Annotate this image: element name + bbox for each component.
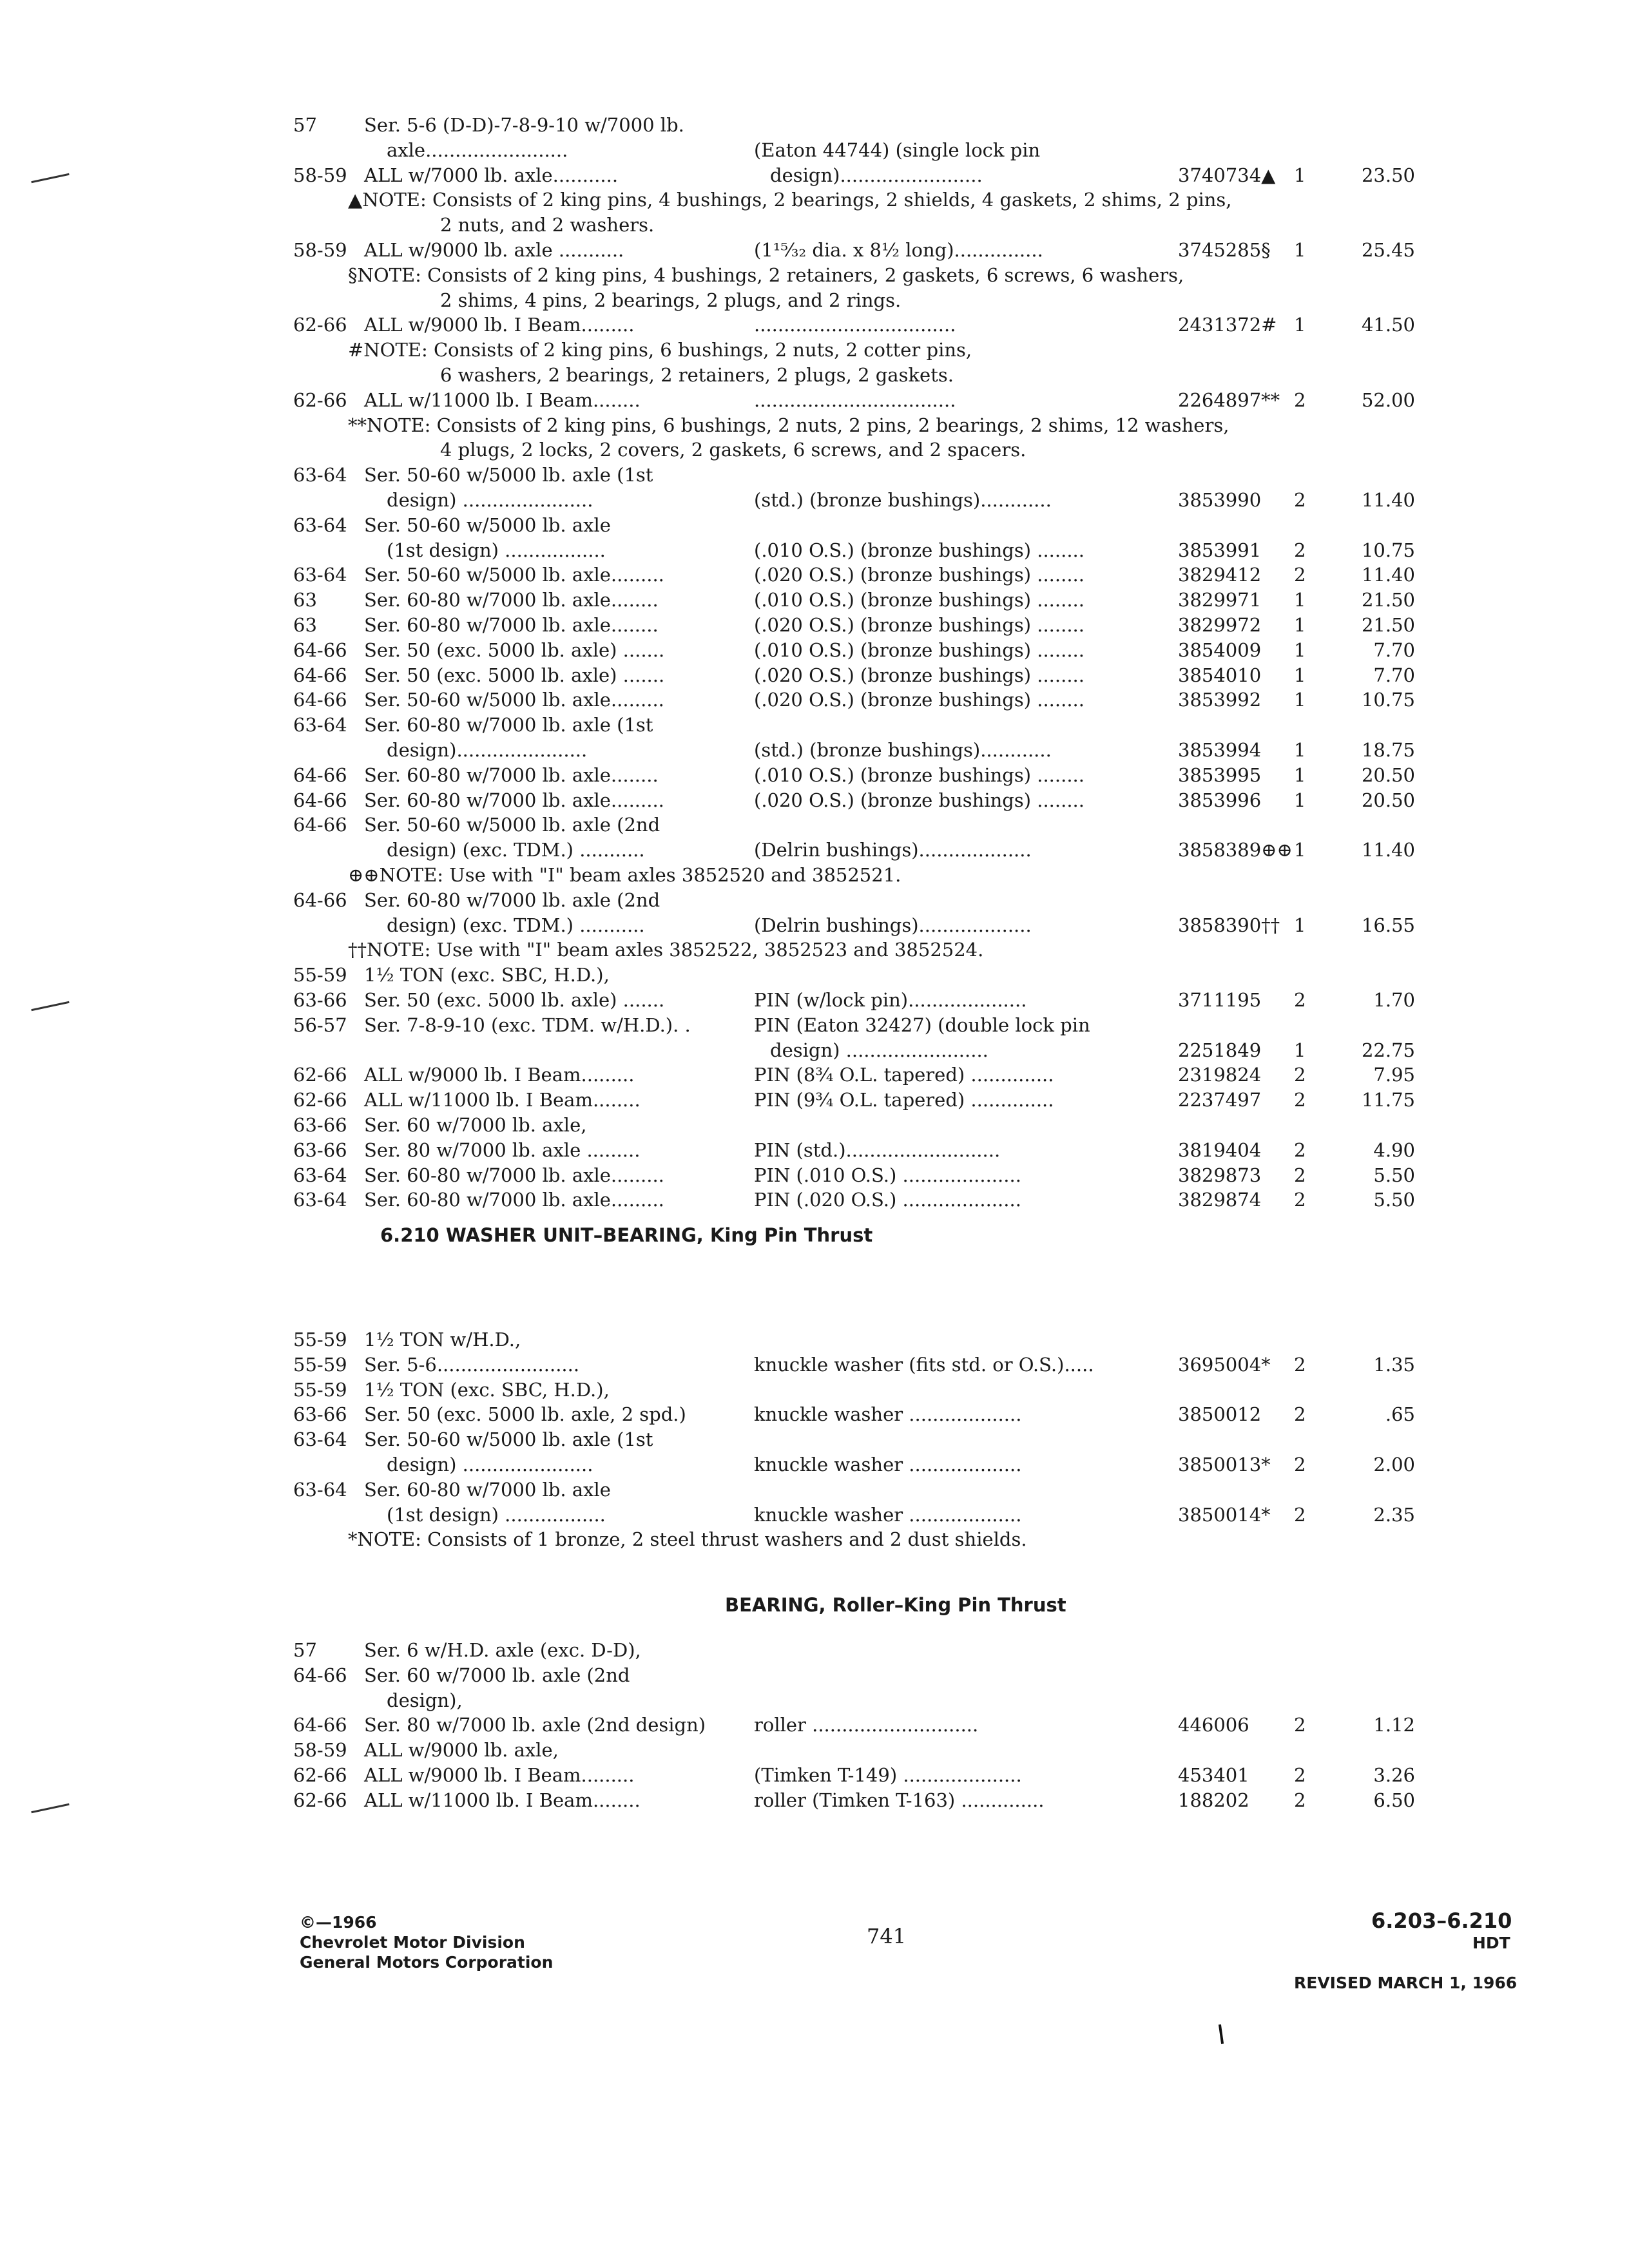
description: ..................................	[754, 314, 956, 336]
table-row	[0, 1352, 1629, 1377]
description: knuckle washer ...................	[754, 1403, 1022, 1426]
application: Ser. 60-80 w/7000 lb. axle (2nd	[364, 889, 660, 911]
table-row	[0, 388, 1629, 412]
description: (.010 O.S.) (bronze bushings) ........	[754, 539, 1084, 561]
note-text: 6 washers, 2 bearings, 2 retainers, 2 plugs, 2 gaskets.	[440, 364, 954, 386]
table-row	[0, 463, 1629, 487]
price: 2.00	[1373, 1454, 1415, 1475]
application: Ser. 50 (exc. 5000 lb. axle) .......	[364, 989, 665, 1011]
note-line	[0, 213, 1629, 237]
price: 20.50	[1361, 764, 1415, 786]
quantity: 1	[1294, 764, 1306, 786]
description: knuckle washer ...................	[754, 1503, 1022, 1526]
note-text: 2 shims, 4 pins, 2 bearings, 2 plugs, and 2 rings.	[440, 289, 901, 311]
description: PIN (.020 O.S.) ....................	[754, 1189, 1021, 1211]
application: 1½ TON w/H.D.,	[364, 1329, 521, 1350]
application: Ser. 80 w/7000 lb. axle .........	[364, 1139, 641, 1161]
application: Ser. 60-80 w/7000 lb. axle.........	[364, 1164, 664, 1186]
table-row	[0, 1788, 1629, 1812]
quantity: 1	[1294, 739, 1306, 761]
application: ALL w/9000 lb. I Beam.........	[364, 314, 635, 336]
price: 22.75	[1361, 1039, 1415, 1061]
quantity: 2	[1294, 1454, 1306, 1475]
table-row	[0, 113, 1629, 137]
application: Ser. 50 (exc. 5000 lb. axle) .......	[364, 664, 665, 686]
application: Ser. 60 w/7000 lb. axle,	[364, 1114, 587, 1136]
table-row	[0, 1163, 1629, 1187]
part-number: 3829874	[1178, 1189, 1262, 1211]
section-heading-bearing	[0, 1593, 1629, 1617]
note-text: 4 plugs, 2 locks, 2 covers, 2 gaskets, 6 screws, and 2 spacers.	[440, 439, 1027, 461]
table-row	[0, 163, 1629, 187]
part-number: 3695004*	[1178, 1353, 1271, 1376]
table-row	[0, 638, 1629, 662]
application: design)......................	[387, 739, 588, 761]
table-row	[0, 238, 1629, 262]
stray-mark	[1219, 2024, 1224, 2044]
table-row	[0, 1088, 1629, 1112]
model-years: 63-66	[293, 1139, 347, 1161]
description: knuckle washer (fits std. or O.S.).....	[754, 1353, 1094, 1376]
application: design) ......................	[387, 1454, 593, 1475]
table-row	[0, 988, 1629, 1012]
price: 11.40	[1361, 564, 1415, 586]
application: (1st design) .................	[387, 539, 606, 561]
price: 11.40	[1361, 839, 1415, 861]
model-years: 63-64	[293, 514, 347, 536]
part-number: 188202	[1178, 1789, 1249, 1811]
table-row	[0, 1327, 1629, 1352]
price: 7.95	[1373, 1064, 1415, 1086]
table-row	[0, 812, 1629, 837]
application: ALL w/11000 lb. I Beam........	[364, 1089, 641, 1111]
model-years: 63-64	[293, 1189, 347, 1211]
application: ALL w/7000 lb. axle...........	[364, 164, 619, 186]
note-line	[0, 937, 1629, 962]
corporation-name: General Motors Corporation	[300, 1953, 554, 1972]
model-years: 62-66	[293, 389, 347, 411]
model-years: 64-66	[293, 639, 347, 661]
quantity: 1	[1294, 239, 1306, 261]
description: (Delrin bushings)...................	[754, 839, 1032, 861]
price: 16.55	[1361, 914, 1415, 936]
application: Ser. 60-80 w/7000 lb. axle........	[364, 764, 659, 786]
part-number: 2264897**	[1178, 389, 1280, 411]
section-range: 6.203–6.210	[1371, 1908, 1512, 1933]
section-heading-text: BEARING, Roller–King Pin Thrust	[725, 1594, 1066, 1616]
part-number: 3829972	[1178, 614, 1262, 636]
application: Ser. 60-80 w/7000 lb. axle........	[364, 589, 659, 611]
note-text: **NOTE: Consists of 2 king pins, 6 bushings, 2 nuts, 2 pins, 2 bearings, 2 shims, 12 washers,	[348, 414, 1229, 436]
description: (.020 O.S.) (bronze bushings) ........	[754, 564, 1084, 586]
quantity: 2	[1294, 489, 1306, 511]
part-number: 3850013*	[1178, 1454, 1271, 1475]
price: 1.70	[1373, 989, 1415, 1011]
application: Ser. 50 (exc. 5000 lb. axle, 2 spd.)	[364, 1403, 686, 1426]
application: axle........................	[387, 139, 568, 161]
table-row	[0, 1713, 1629, 1737]
part-number: 3829873	[1178, 1164, 1262, 1186]
application: ALL w/11000 lb. I Beam........	[364, 1789, 641, 1811]
application: ALL w/9000 lb. I Beam.........	[364, 1064, 635, 1086]
application: Ser. 80 w/7000 lb. axle (2nd design)	[364, 1714, 706, 1736]
application: Ser. 7-8-9-10 (exc. TDM. w/H.D.). .	[364, 1014, 691, 1036]
application: Ser. 60 w/7000 lb. axle (2nd	[364, 1664, 630, 1686]
quantity: 2	[1294, 1353, 1306, 1376]
model-years: 55-59	[293, 964, 347, 986]
part-number: 2431372#	[1178, 314, 1277, 336]
description: (std.) (bronze bushings)............	[754, 739, 1052, 761]
price: 7.70	[1373, 664, 1415, 686]
table-row	[0, 838, 1629, 862]
part-number: 3854010	[1178, 664, 1262, 686]
description: (.020 O.S.) (bronze bushings) ........	[754, 664, 1084, 686]
description: (Timken T-149) ....................	[754, 1764, 1022, 1786]
price: 21.50	[1361, 589, 1415, 611]
note-line	[0, 1527, 1629, 1552]
price: 18.75	[1361, 739, 1415, 761]
section-code: HDT	[1472, 1934, 1510, 1952]
application: design) (exc. TDM.) ...........	[387, 839, 645, 861]
application: Ser. 50-60 w/5000 lb. axle	[364, 514, 611, 536]
table-row	[0, 1663, 1629, 1687]
part-number: 3740734▲	[1178, 164, 1276, 186]
footer-left	[300, 1912, 553, 1972]
part-number: 3829412	[1178, 564, 1262, 586]
model-years: 64-66	[293, 1714, 347, 1736]
note-line	[0, 363, 1629, 387]
table-row	[0, 738, 1629, 762]
part-number: 2319824	[1178, 1064, 1262, 1086]
table-row	[0, 312, 1629, 337]
part-number: 3853995	[1178, 764, 1262, 786]
description: (.020 O.S.) (bronze bushings) ........	[754, 689, 1084, 711]
application: Ser. 50-60 w/5000 lb. axle (1st	[364, 1428, 653, 1451]
part-number: 3853991	[1178, 539, 1262, 561]
note-line	[0, 863, 1629, 887]
price: 4.90	[1373, 1139, 1415, 1161]
application: ALL w/9000 lb. axle ...........	[364, 239, 624, 261]
note-text: ††NOTE: Use with "I" beam axles 3852522, 3852523 and 3852524.	[348, 939, 984, 961]
model-years: 64-66	[293, 1664, 347, 1686]
note-line	[0, 288, 1629, 312]
price: 20.50	[1361, 789, 1415, 811]
part-number: 3853996	[1178, 789, 1262, 811]
model-years: 62-66	[293, 1089, 347, 1111]
description: roller (Timken T-163) ..............	[754, 1789, 1045, 1811]
quantity: 2	[1294, 1089, 1306, 1111]
quantity: 2	[1294, 1064, 1306, 1086]
application: Ser. 60-80 w/7000 lb. axle	[364, 1478, 611, 1501]
model-years: 63-66	[293, 989, 347, 1011]
table-row	[0, 963, 1629, 987]
application: Ser. 50 (exc. 5000 lb. axle) .......	[364, 639, 665, 661]
model-years: 63	[293, 614, 317, 636]
price: 2.35	[1373, 1503, 1415, 1526]
model-years: 64-66	[293, 764, 347, 786]
model-years: 64-66	[293, 664, 347, 686]
price: 5.50	[1373, 1164, 1415, 1186]
description: (1¹⁵⁄₃₂ dia. x 8½ long)...............	[754, 239, 1043, 261]
quantity: 1	[1294, 314, 1306, 336]
model-years: 63-66	[293, 1403, 347, 1426]
price: 1.35	[1373, 1353, 1415, 1376]
model-years: 63-66	[293, 1114, 347, 1136]
model-years: 62-66	[293, 1789, 347, 1811]
description: (.010 O.S.) (bronze bushings) ........	[754, 589, 1084, 611]
table-row	[0, 588, 1629, 612]
price: 5.50	[1373, 1189, 1415, 1211]
table-row	[0, 1738, 1629, 1762]
application: Ser. 50-60 w/5000 lb. axle.........	[364, 564, 664, 586]
description: PIN (w/lock pin)....................	[754, 989, 1027, 1011]
table-row	[0, 488, 1629, 512]
price: 25.45	[1361, 239, 1415, 261]
quantity: 1	[1294, 614, 1306, 636]
description: (.010 O.S.) (bronze bushings) ........	[754, 639, 1084, 661]
table-row	[0, 1013, 1629, 1037]
note-text: ⊕⊕NOTE: Use with "I" beam axles 3852520 and 3852521.	[348, 864, 901, 886]
application: Ser. 6 w/H.D. axle (exc. D-D),	[364, 1639, 641, 1661]
model-years: 55-59	[293, 1329, 347, 1350]
revision-date: REVISED MARCH 1, 1966	[1294, 1974, 1518, 1992]
application: design) ......................	[387, 489, 593, 511]
application: Ser. 60-80 w/7000 lb. axle (1st	[364, 714, 653, 736]
table-row	[0, 888, 1629, 912]
application: ALL w/11000 lb. I Beam........	[364, 389, 641, 411]
table-row	[0, 513, 1629, 537]
quantity: 1	[1294, 789, 1306, 811]
part-number: 3858390††	[1178, 914, 1280, 936]
table-row	[0, 1113, 1629, 1137]
table-row	[0, 1477, 1629, 1502]
description: (.020 O.S.) (bronze bushings) ........	[754, 614, 1084, 636]
application: Ser. 60-80 w/7000 lb. axle........	[364, 614, 659, 636]
model-years: 62-66	[293, 1764, 347, 1786]
application: Ser. 60-80 w/7000 lb. axle.........	[364, 789, 664, 811]
model-years: 56-57	[293, 1014, 347, 1036]
application: Ser. 5-6........................	[364, 1353, 580, 1376]
description: (Delrin bushings)...................	[754, 914, 1032, 936]
quantity: 1	[1294, 1039, 1306, 1061]
note-text: §NOTE: Consists of 2 king pins, 4 bushings, 2 retainers, 2 gaskets, 6 screws, 6 washers,	[348, 264, 1184, 286]
table-row	[0, 138, 1629, 162]
price: 10.75	[1361, 689, 1415, 711]
model-years: 57	[293, 1639, 317, 1661]
part-number: 3819404	[1178, 1139, 1262, 1161]
model-years: 63-64	[293, 714, 347, 736]
quantity: 2	[1294, 1403, 1306, 1426]
part-number: 3829971	[1178, 589, 1262, 611]
table-row	[0, 913, 1629, 937]
part-number: 3858389⊕⊕	[1178, 839, 1293, 861]
price: 11.75	[1361, 1089, 1415, 1111]
part-number: 453401	[1178, 1764, 1249, 1786]
application: 1½ TON (exc. SBC, H.D.),	[364, 1378, 610, 1401]
part-number: 2237497	[1178, 1089, 1262, 1111]
quantity: 2	[1294, 564, 1306, 586]
price: 41.50	[1361, 314, 1415, 336]
table-row	[0, 1763, 1629, 1787]
note-line	[0, 437, 1629, 462]
table-row	[0, 788, 1629, 812]
part-number: 3854009	[1178, 639, 1262, 661]
price: 10.75	[1361, 539, 1415, 561]
page-number: 741	[867, 1924, 907, 1948]
part-number: 3853992	[1178, 689, 1262, 711]
model-years: 62-66	[293, 1064, 347, 1086]
model-years: 58-59	[293, 1739, 347, 1762]
application: Ser. 50-60 w/5000 lb. axle.........	[364, 689, 664, 711]
model-years: 62-66	[293, 314, 347, 336]
table-row	[0, 1378, 1629, 1402]
description: (std.) (bronze bushings)............	[754, 489, 1052, 511]
description: PIN (Eaton 32427) (double lock pin	[754, 1014, 1090, 1036]
table-row	[0, 1402, 1629, 1427]
quantity: 2	[1294, 389, 1306, 411]
quantity: 2	[1294, 539, 1306, 561]
application: design),	[387, 1689, 463, 1711]
model-years: 63-64	[293, 1478, 347, 1501]
quantity: 1	[1294, 689, 1306, 711]
table-row	[0, 1187, 1629, 1212]
description: PIN (.010 O.S.) ....................	[754, 1164, 1021, 1186]
part-number: 3853990	[1178, 489, 1262, 511]
description: design) ........................	[770, 1039, 988, 1061]
price: 7.70	[1373, 639, 1415, 661]
table-row	[0, 1038, 1629, 1062]
quantity: 2	[1294, 1714, 1306, 1736]
note-line	[0, 263, 1629, 287]
description: PIN (9¾ O.L. tapered) ..............	[754, 1089, 1054, 1111]
quantity: 1	[1294, 589, 1306, 611]
price: 3.26	[1373, 1764, 1415, 1786]
model-years: 64-66	[293, 814, 347, 836]
quantity: 1	[1294, 664, 1306, 686]
model-years: 63-64	[293, 1164, 347, 1186]
application: Ser. 50-60 w/5000 lb. axle (1st	[364, 464, 653, 486]
quantity: 2	[1294, 1164, 1306, 1186]
table-row	[0, 687, 1629, 712]
table-row	[0, 562, 1629, 587]
price: 21.50	[1361, 614, 1415, 636]
price: .65	[1385, 1403, 1415, 1426]
quantity: 2	[1294, 1789, 1306, 1811]
quantity: 2	[1294, 989, 1306, 1011]
quantity: 2	[1294, 1139, 1306, 1161]
table-row	[0, 1427, 1629, 1452]
quantity: 2	[1294, 1764, 1306, 1786]
model-years: 57	[293, 114, 317, 136]
copyright: ©—1966	[300, 1913, 377, 1932]
quantity: 2	[1294, 1503, 1306, 1526]
table-row	[0, 1503, 1629, 1527]
application: design) (exc. TDM.) ...........	[387, 914, 645, 936]
table-row	[0, 1452, 1629, 1477]
application: Ser. 5-6 (D-D)-7-8-9-10 w/7000 lb.	[364, 114, 684, 136]
note-line	[0, 413, 1629, 437]
part-number: 3711195	[1178, 989, 1262, 1011]
price: 11.40	[1361, 489, 1415, 511]
division-name: Chevrolet Motor Division	[300, 1933, 525, 1952]
description: (Eaton 44744) (single lock pin	[754, 139, 1041, 161]
model-years: 58-59	[293, 164, 347, 186]
description: roller ............................	[754, 1714, 979, 1736]
description: PIN (std.)..........................	[754, 1139, 1001, 1161]
part-number: 446006	[1178, 1714, 1249, 1736]
table-row	[0, 1638, 1629, 1662]
quantity: 2	[1294, 1189, 1306, 1211]
model-years: 64-66	[293, 889, 347, 911]
section-heading-text: 6.210 WASHER UNIT–BEARING, King Pin Thrust	[380, 1224, 873, 1246]
application: Ser. 60-80 w/7000 lb. axle.........	[364, 1189, 664, 1211]
model-years: 63-64	[293, 564, 347, 586]
description: PIN (8¾ O.L. tapered) ..............	[754, 1064, 1054, 1086]
part-number: 3850014*	[1178, 1503, 1271, 1526]
price: 6.50	[1373, 1789, 1415, 1811]
description: (.020 O.S.) (bronze bushings) ........	[754, 789, 1084, 811]
quantity: 1	[1294, 639, 1306, 661]
price: 23.50	[1361, 164, 1415, 186]
model-years: 55-59	[293, 1378, 347, 1401]
part-number: 3853994	[1178, 739, 1262, 761]
model-years: 64-66	[293, 689, 347, 711]
table-row	[0, 613, 1629, 637]
note-text: 2 nuts, and 2 washers.	[440, 214, 655, 236]
section-heading-washer	[0, 1223, 1629, 1247]
model-years: 55-59	[293, 1353, 347, 1376]
model-years: 64-66	[293, 789, 347, 811]
note-text: *NOTE: Consists of 1 bronze, 2 steel thrust washers and 2 dust shields.	[348, 1528, 1027, 1551]
part-number: 3850012	[1178, 1403, 1262, 1426]
application: 1½ TON (exc. SBC, H.D.),	[364, 964, 610, 986]
model-years: 63-64	[293, 1428, 347, 1451]
price: 52.00	[1361, 389, 1415, 411]
model-years: 63-64	[293, 464, 347, 486]
description: knuckle washer ...................	[754, 1454, 1022, 1475]
table-row	[0, 1062, 1629, 1087]
quantity: 1	[1294, 914, 1306, 936]
part-number: 2251849	[1178, 1039, 1262, 1061]
table-row	[0, 663, 1629, 687]
note-line	[0, 338, 1629, 362]
description: (.010 O.S.) (bronze bushings) ........	[754, 764, 1084, 786]
quantity: 1	[1294, 839, 1306, 861]
note-text: #NOTE: Consists of 2 king pins, 6 bushings, 2 nuts, 2 cotter pins,	[348, 339, 972, 361]
note-line	[0, 187, 1629, 212]
table-row	[0, 1688, 1629, 1713]
application: (1st design) .................	[387, 1503, 606, 1526]
table-row	[0, 1138, 1629, 1162]
table-row	[0, 713, 1629, 737]
application: ALL w/9000 lb. axle,	[364, 1739, 559, 1762]
table-row	[0, 538, 1629, 562]
price: 1.12	[1373, 1714, 1415, 1736]
table-row	[0, 763, 1629, 787]
description: ..................................	[754, 389, 956, 411]
note-text: ▲NOTE: Consists of 2 king pins, 4 bushings, 2 bearings, 2 shields, 4 gaskets, 2 shims, 2 pins,	[348, 189, 1232, 211]
model-years: 63	[293, 589, 317, 611]
description: design)........................	[770, 164, 983, 186]
application: Ser. 50-60 w/5000 lb. axle (2nd	[364, 814, 660, 836]
part-number: 3745285§	[1178, 239, 1271, 261]
model-years: 58-59	[293, 239, 347, 261]
application: ALL w/9000 lb. I Beam.........	[364, 1764, 635, 1786]
quantity: 1	[1294, 164, 1306, 186]
